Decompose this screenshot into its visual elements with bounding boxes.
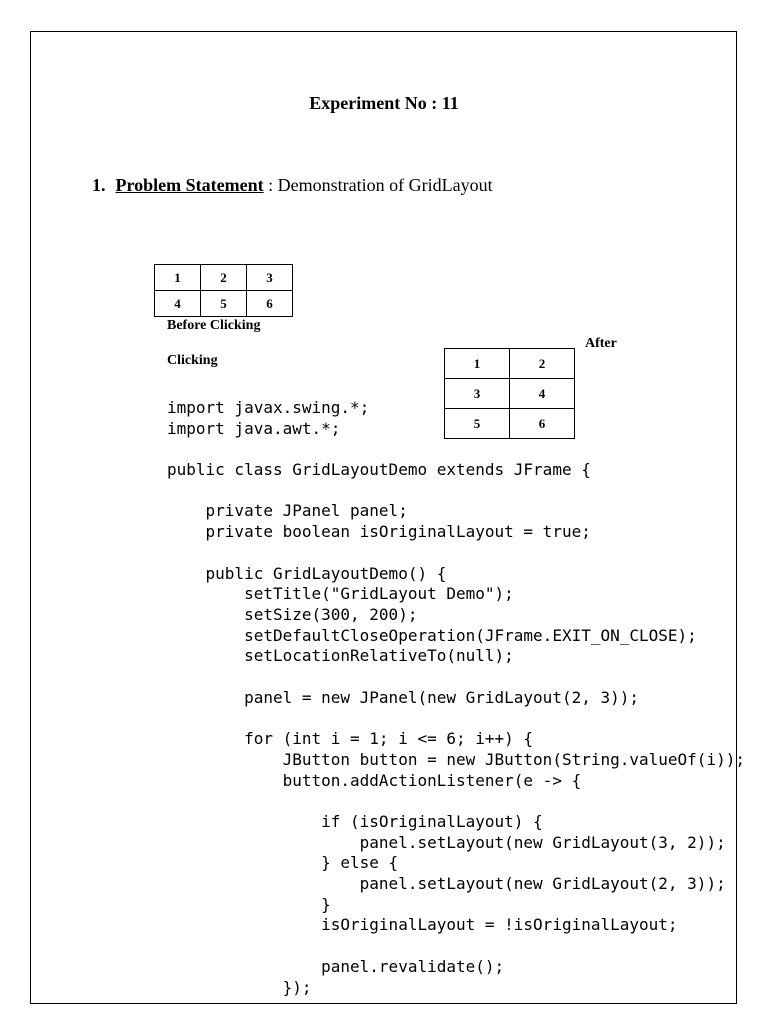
grid-after-table xyxy=(444,348,575,439)
problem-label: Problem Statement xyxy=(115,175,264,195)
grid-cell: 2 xyxy=(201,265,247,291)
code-block: public class GridLayoutDemo extends JFrame { private JPanel panel; private boolean isOriginalLayout = true; public GridLayoutDemo() { setTitle("GridLayout Demo"); setSize(300, 200); setDefaultCloseOperation(JFrame.EXIT_ON_CLOSE); setLocationRelativeTo(null); panel = new JPanel(new GridLayout(2, 3)); for (int i = 1; i <= 6; i++) { JButton button = new JButton(String.valueOf(i)); button.addActionListener(e -> { if (isOriginalLayout) { panel.setLayout(new GridLayout(3, 2)); } else { panel.setLayout(new GridLayout(2, 3)); } isOriginalLayout = !isOriginalLayout; panel.revalidate(); }); xyxy=(167,460,745,997)
problem-text: Demonstration of GridLayout xyxy=(277,175,493,195)
caption-clicking: Clicking xyxy=(167,353,218,368)
grid-cell: 6 xyxy=(247,291,293,317)
problem-number: 1. xyxy=(92,175,106,195)
grid-cell: 1 xyxy=(445,349,510,379)
grid-cell: 6 xyxy=(510,409,575,439)
problem-separator: : xyxy=(263,175,278,195)
grid-cell: 5 xyxy=(445,409,510,439)
page-title: Experiment No : 11 xyxy=(309,93,459,113)
table-row xyxy=(155,265,293,291)
table-row xyxy=(445,349,575,379)
caption-before: Before Clicking xyxy=(167,318,261,333)
grid-cell: 4 xyxy=(510,379,575,409)
problem-statement xyxy=(92,175,493,196)
grid-cell: 4 xyxy=(155,291,201,317)
grid-cell: 1 xyxy=(155,265,201,291)
grid-cell: 3 xyxy=(445,379,510,409)
grid-before-table xyxy=(154,264,293,317)
grid-cell: 3 xyxy=(247,265,293,291)
grid-cell: 2 xyxy=(510,349,575,379)
code-imports: import javax.swing.*; import java.awt.*; xyxy=(167,398,370,438)
caption-after: After xyxy=(585,336,617,351)
table-row xyxy=(155,291,293,317)
table-row xyxy=(445,379,575,409)
grid-cell: 5 xyxy=(201,291,247,317)
table-row xyxy=(445,409,575,439)
